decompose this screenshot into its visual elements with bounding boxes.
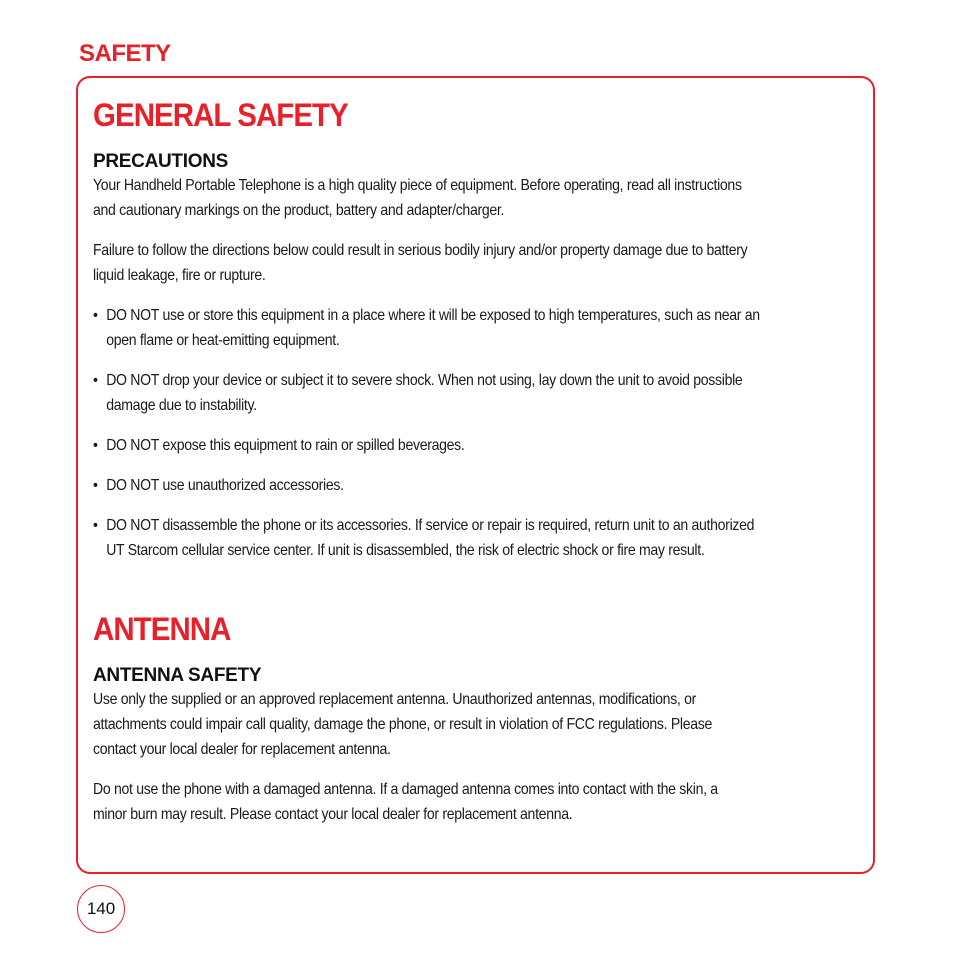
antenna-safety-heading: ANTENNA SAFETY (93, 665, 262, 686)
antenna-paragraph-1 (93, 687, 868, 762)
text-line: attachments could impair call quality, damage the phone, or result in violation of FCC regulations. Please (93, 716, 713, 733)
bullet-line: open flame or heat-emitting equipment. (106, 332, 340, 349)
bullet-line: DO NOT drop your device or subject it to severe shock. When not using, lay down the unit to avoid possible (106, 372, 743, 389)
precautions-heading: PRECAUTIONS (93, 151, 228, 172)
text-line: Failure to follow the directions below could result in serious bodily injury and/or property damage due to battery (93, 242, 748, 259)
text-line: Your Handheld Portable Telephone is a high quality piece of equipment. Before operating, read all instructions (93, 177, 742, 194)
bullet-icon: • (93, 307, 98, 324)
antenna-paragraph-2 (93, 777, 868, 827)
bullet-line: DO NOT use unauthorized accessories. (106, 477, 344, 494)
general-safety-title: GENERAL SAFETY (93, 97, 348, 133)
bullet-line: DO NOT expose this equipment to rain or spilled beverages. (106, 437, 465, 454)
precautions-intro (93, 173, 868, 223)
list-item (93, 303, 867, 353)
list-item (93, 368, 867, 418)
text-line: contact your local dealer for replacement antenna. (93, 741, 391, 758)
bullet-icon: • (93, 437, 98, 454)
page-number: 140 (77, 885, 125, 933)
text-line: Use only the supplied or an approved replacement antenna. Unauthorized antennas, modifications, or (93, 691, 697, 708)
text-line: minor burn may result. Please contact your local dealer for replacement antenna. (93, 806, 573, 823)
bullet-icon: • (93, 517, 98, 534)
list-item (93, 473, 867, 498)
bullet-line: damage due to instability. (106, 397, 257, 414)
precautions-warning (93, 238, 868, 288)
bullet-line: UT Starcom cellular service center. If unit is disassembled, the risk of electric shock or fire may result. (106, 542, 705, 559)
text-line: Do not use the phone with a damaged antenna. If a damaged antenna comes into contact with the skin, a (93, 781, 718, 798)
list-item (93, 433, 867, 458)
bullet-icon: • (93, 477, 98, 494)
bullet-icon: • (93, 372, 98, 389)
antenna-title: ANTENNA (93, 611, 231, 647)
bullet-line: DO NOT use or store this equipment in a place where it will be exposed to high temperatures, such as near an (106, 307, 760, 324)
text-line: liquid leakage, fire or rupture. (93, 267, 266, 284)
bullet-line: DO NOT disassemble the phone or its accessories. If service or repair is required, return unit to an authorized (106, 517, 755, 534)
list-item (93, 513, 867, 563)
text-line: and cautionary markings on the product, battery and adapter/charger. (93, 202, 505, 219)
section-header: SAFETY (79, 40, 171, 67)
page-content (93, 96, 868, 827)
